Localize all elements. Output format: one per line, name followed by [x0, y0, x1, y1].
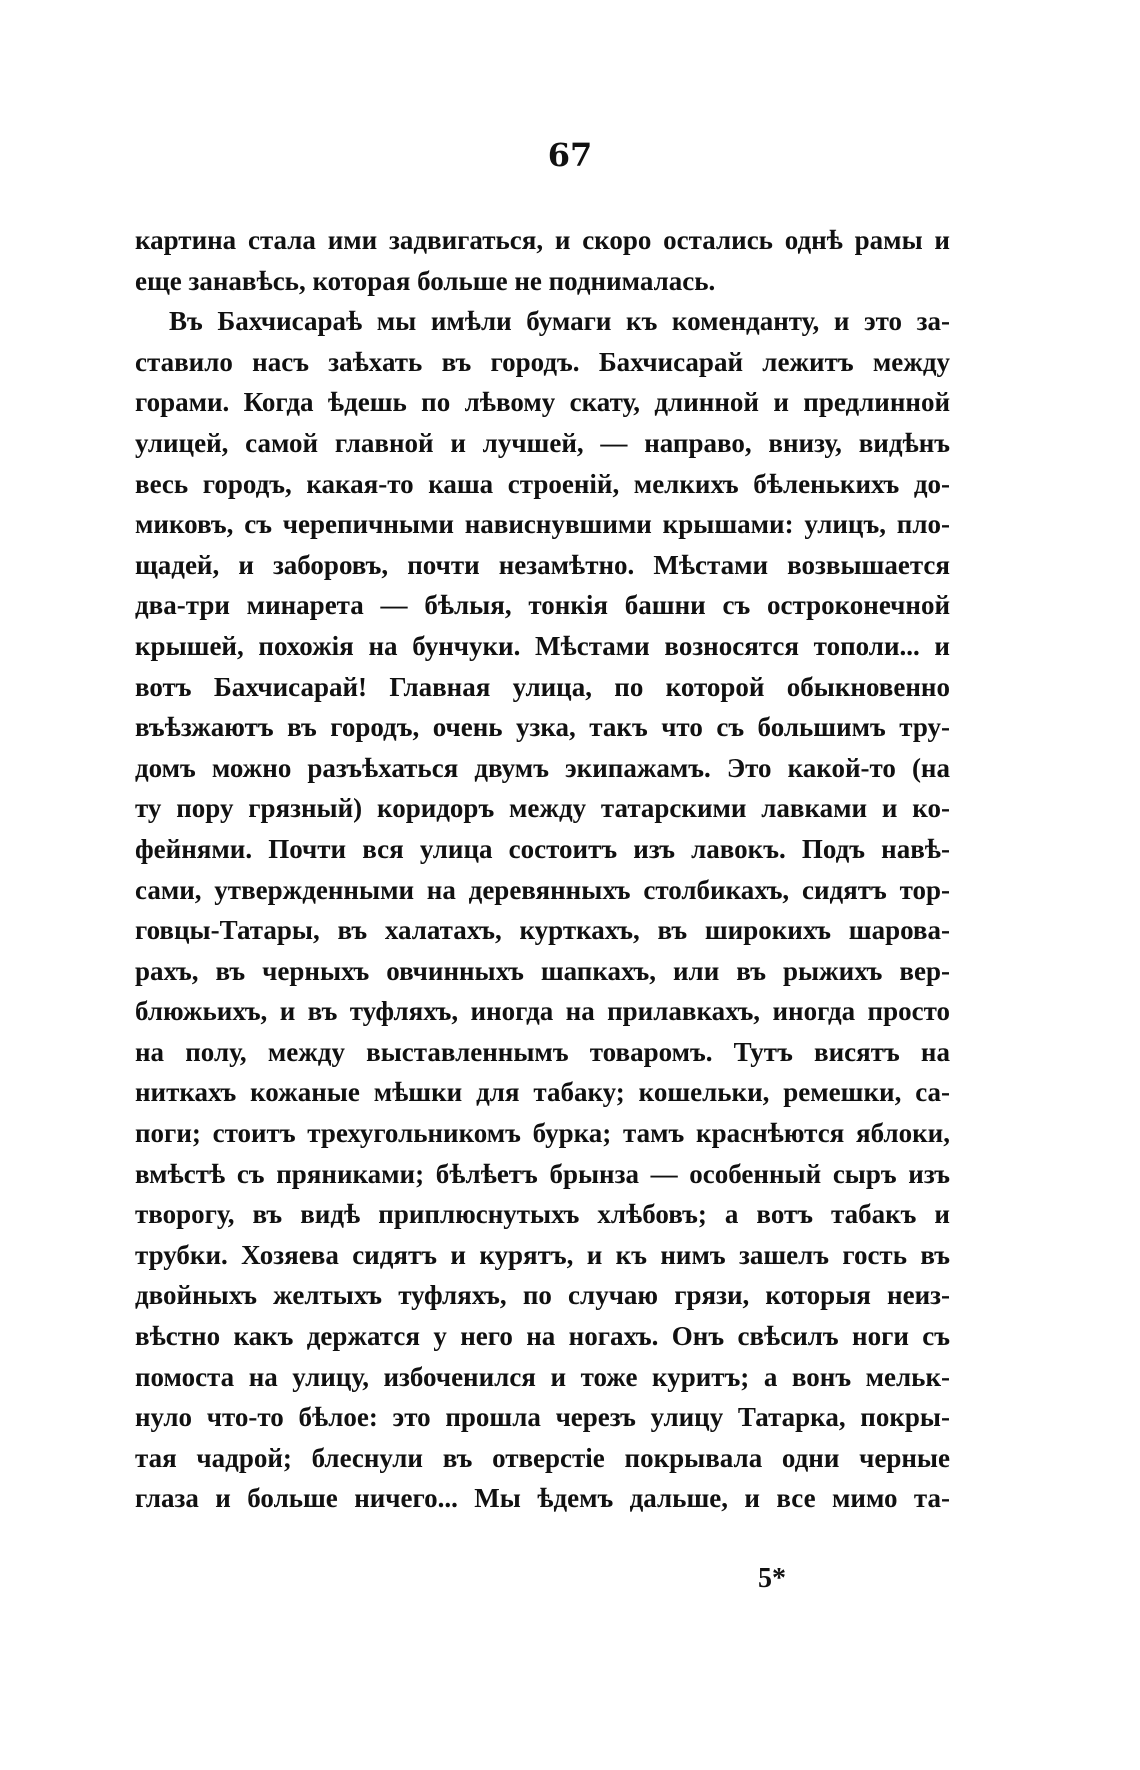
text-line: поги; стоитъ трехугольникомъ бурка; тамъ краснѣются яблоки,	[135, 1118, 950, 1149]
text-line: говцы-Татары, въ халатахъ, курткахъ, въ широкихъ шарова-	[135, 915, 950, 946]
text-line: горами. Когда ѣдешь по лѣвому скату, длинной и предлинной	[135, 387, 950, 418]
text-line: помоста на улицу, избоченился и тоже куритъ; а вонъ мельк-	[135, 1361, 950, 1392]
text-line: рахъ, въ черныхъ овчинныхъ шапкахъ, или въ рыжихъ вер-	[135, 955, 950, 986]
text-line: ставило насъ заѣхать въ городъ. Бахчисарай лежитъ между	[135, 346, 950, 377]
text-line: фейнями. Почти вся улица состоитъ изъ лавокъ. Подъ навѣ-	[135, 833, 950, 864]
text-line: Въ Бахчисараѣ мы имѣли бумаги къ коменданту, и это за-	[169, 306, 950, 337]
text-line: вмѣстѣ съ пряниками; бѣлѣетъ брынза — особенный сыръ изъ	[135, 1158, 950, 1189]
text-line: тая чадрой; блеснули въ отверстіе покрывала одни черные	[135, 1442, 950, 1473]
text-line: домъ можно разъѣхаться двумъ экипажамъ. Это какой-то (на	[135, 752, 950, 783]
text-line: крышей, похожія на бунчуки. Мѣстами возносятся тополи... и	[135, 630, 950, 661]
text-line: блюжьихъ, и въ туфляхъ, иногда на прилавкахъ, иногда просто	[135, 996, 950, 1027]
page-number: 67	[547, 136, 593, 174]
text-line: творогу, въ видѣ приплюснутыхъ хлѣбовъ; а вотъ табакъ и	[135, 1199, 950, 1230]
text-line: глаза и больше ничего... Мы ѣдемъ дальше, и все мимо та-	[135, 1483, 950, 1514]
text-line: нуло что-то бѣлое: это прошла черезъ улицу Татарка, покры-	[135, 1402, 950, 1433]
text-line: весь городъ, какая-то каша строеній, мелкихъ бѣленькихъ до-	[135, 468, 950, 499]
text-line: щадей, и заборовъ, почти незамѣтно. Мѣстами возвышается	[135, 549, 950, 580]
text-line: миковъ, съ черепичными нависнувшими крышами: улицъ, пло-	[135, 509, 950, 540]
text-line: на полу, между выставленнымъ товаромъ. Тутъ висятъ на	[135, 1036, 950, 1067]
text-line: въѣзжаютъ въ городъ, очень узка, такъ что съ большимъ тру-	[135, 712, 950, 743]
signature-mark: 5*	[758, 1563, 786, 1594]
text-line: два-три минарета — бѣлыя, тонкія башни съ остроконечной	[135, 590, 950, 621]
text-line: вѣстно какъ держатся у него на ногахъ. Онъ свѣсилъ ноги съ	[135, 1321, 950, 1352]
text-line: трубки. Хозяева сидятъ и курятъ, и къ нимъ зашелъ гость въ	[135, 1239, 950, 1270]
body-text	[135, 220, 950, 1519]
text-line: вотъ Бахчисарай! Главная улица, по которой обыкновенно	[135, 671, 950, 702]
text-line: еще занавѣсь, которая больше не поднималась.	[135, 265, 716, 296]
text-line: ту пору грязный) коридоръ между татарскими лавками и ко-	[135, 793, 950, 824]
text-line: ниткахъ кожаные мѣшки для табаку; кошельки, ремешки, са-	[135, 1077, 950, 1108]
text-line: улицей, самой главной и лучшей, — направо, внизу, видѣнъ	[135, 427, 950, 458]
text-line: картина стала ими задвигаться, и скоро остались однѣ рамы и	[135, 225, 950, 255]
text-line: двойныхъ желтыхъ туфляхъ, по случаю грязи, которыя неиз-	[135, 1280, 950, 1311]
text-line: сами, утвержденными на деревянныхъ столбикахъ, сидятъ тор-	[135, 874, 950, 905]
